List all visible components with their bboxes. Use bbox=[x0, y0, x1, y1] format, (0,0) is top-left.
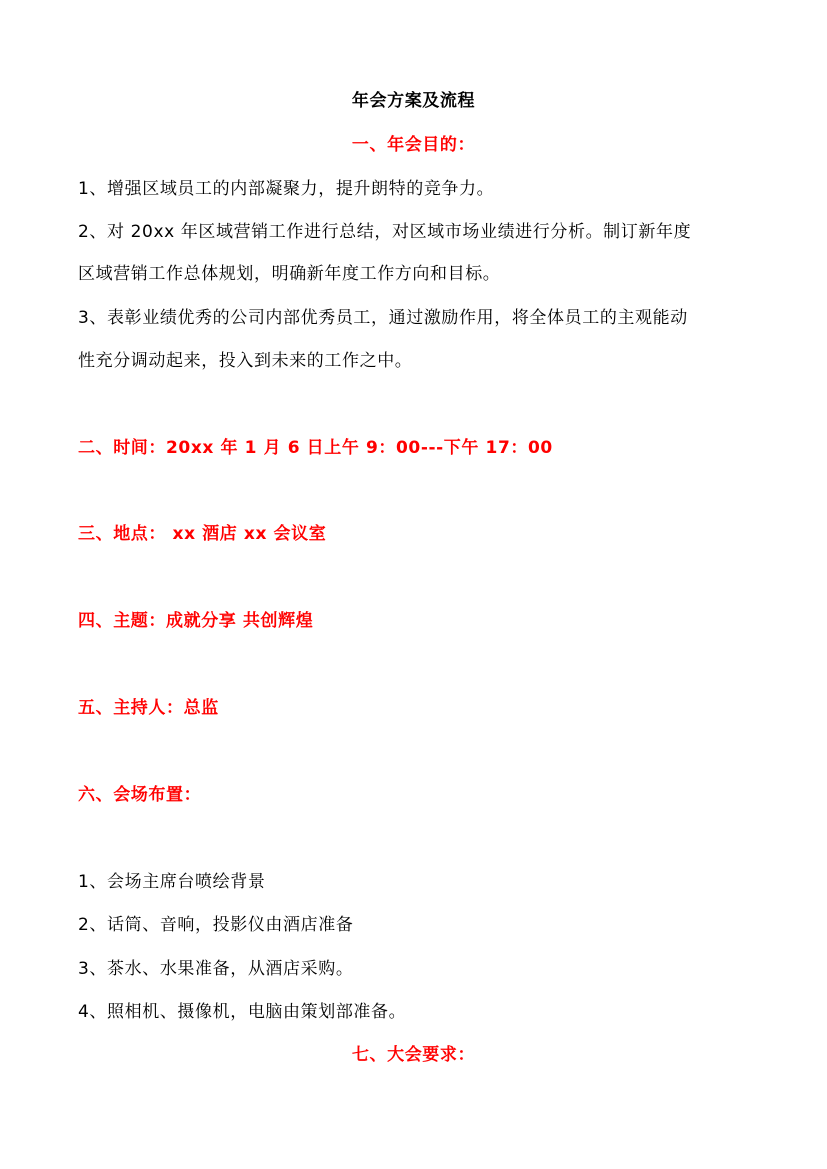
section6-item-2: 2、话筒、音响，投影仪由酒店准备 bbox=[78, 915, 354, 935]
document-title: 年会方案及流程 bbox=[351, 91, 476, 111]
section1-item-2-continued: 区域营销工作总体规划，明确新年度工作方向和目标。 bbox=[78, 264, 501, 284]
section2-heading: 二、时间：20xx 年 1 月 6 日上午 9：00---下午 17：00 bbox=[78, 438, 553, 458]
section6-heading: 六、会场布置： bbox=[78, 785, 202, 805]
section1-item-3-continued: 性充分调动起来，投入到未来的工作之中。 bbox=[78, 351, 413, 371]
section1-item-1: 1、增强区域员工的内部凝聚力，提升朗特的竞争力。 bbox=[78, 179, 495, 199]
section3-heading: 三、地点： xx 酒店 xx 会议室 bbox=[78, 524, 327, 544]
section1-heading: 一、年会目的： bbox=[351, 135, 476, 155]
section6-item-4: 4、照相机、摄像机，电脑由策划部准备。 bbox=[78, 1002, 407, 1022]
section6-item-3: 3、茶水、水果准备，从酒店采购。 bbox=[78, 959, 354, 979]
section6-item-1: 1、会场主席台喷绘背景 bbox=[78, 872, 266, 892]
section5-heading: 五、主持人：总监 bbox=[78, 698, 219, 718]
section1-item-2: 2、对 20xx 年区域营销工作进行总结，对区域市场业绩进行分析。制订新年度 bbox=[78, 222, 692, 242]
section4-heading: 四、主题：成就分享 共创辉煌 bbox=[78, 611, 314, 631]
section7-heading: 七、大会要求： bbox=[351, 1045, 476, 1065]
section1-item-3: 3、表彰业绩优秀的公司内部优秀员工，通过激励作用，将全体员工的主观能动 bbox=[78, 308, 688, 328]
